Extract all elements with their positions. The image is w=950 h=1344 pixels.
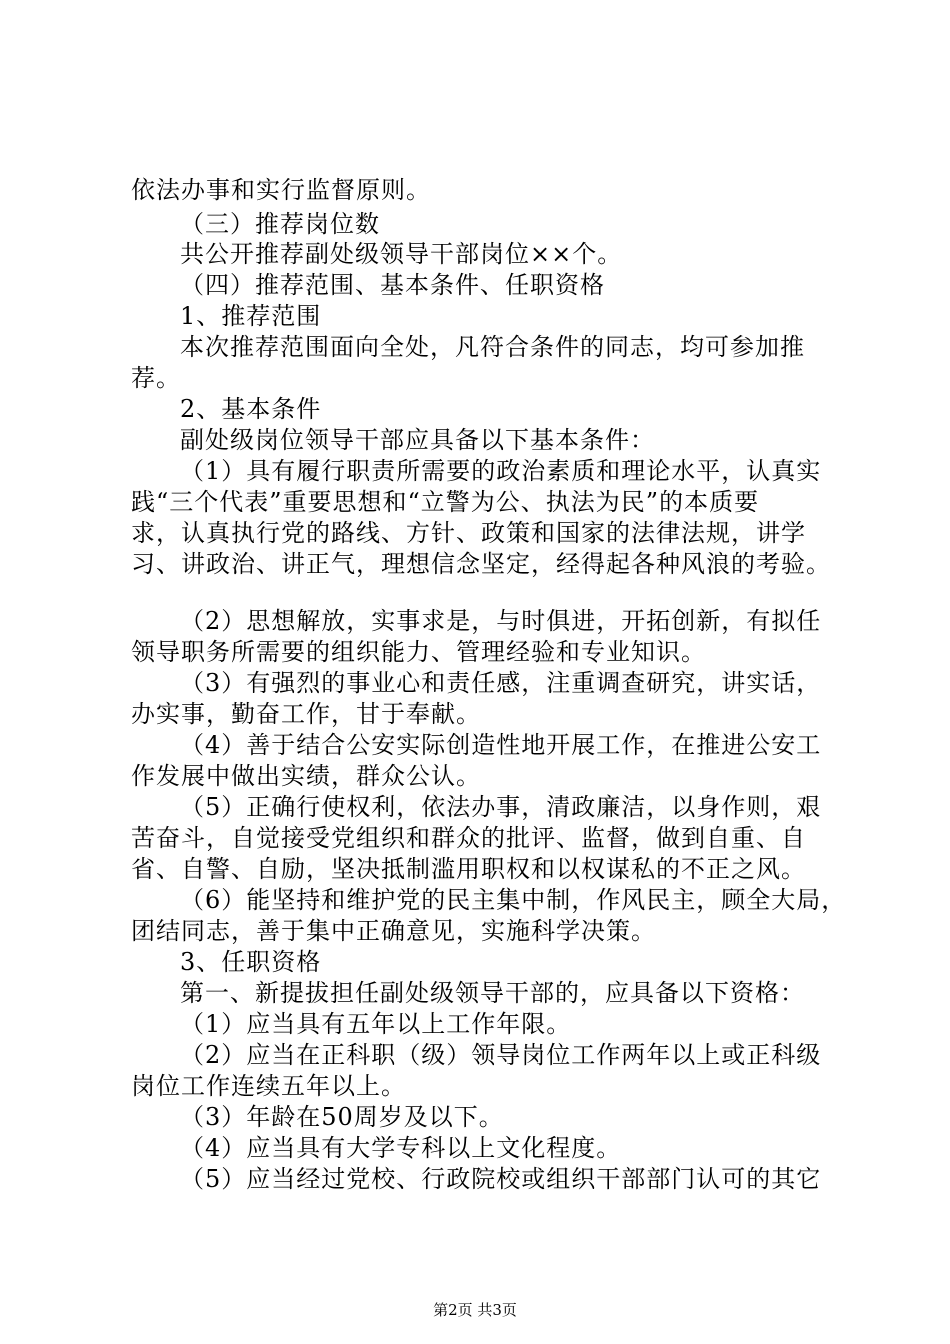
text-line: （5）应当经过党校、行政院校或组织干部部门认可的其它 — [180, 1165, 822, 1193]
text-line: 团结同志，善于集中正确意见，实施科学决策。 — [131, 917, 656, 945]
subsection-heading: 1、推荐范围 — [180, 302, 322, 330]
text-line: 办实事，勤奋工作，甘于奉献。 — [131, 700, 481, 728]
section-heading: （四）推荐范围、基本条件、任职资格 — [180, 271, 605, 299]
text-line: （4）善于结合公安实际创造性地开展工作，在推进公安工 — [180, 731, 822, 759]
text-line: 共公开推荐副处级领导干部岗位××个。 — [180, 240, 623, 268]
text-line: 作发展中做出实绩，群众公认。 — [131, 762, 481, 790]
text-line: （2）应当在正科职（级）领导岗位工作两年以上或正科级 — [180, 1041, 822, 1069]
text-line: 依法办事和实行监督原则。 — [131, 176, 431, 204]
text-line: 习、讲政治、讲正气，理想信念坚定，经得起各种风浪的考验。 — [131, 550, 831, 578]
page-footer: 第2页 共3页 — [433, 1301, 517, 1319]
text-line: （3）年龄在50周岁及以下。 — [180, 1103, 504, 1131]
subsection-heading: 2、基本条件 — [180, 395, 322, 423]
text-line: 本次推荐范围面向全处，凡符合条件的同志，均可参加推 — [180, 333, 805, 361]
section-heading: （三）推荐岗位数 — [180, 210, 380, 238]
text-line: 第一、新提拔担任副处级领导干部的，应具备以下资格： — [180, 979, 805, 1007]
text-line: （2）思想解放，实事求是，与时俱进，开拓创新，有拟任 — [180, 607, 822, 635]
text-line: 省、自警、自励，坚决抵制滥用职权和以权谋私的不正之风。 — [131, 855, 806, 883]
text-line: （3）有强烈的事业心和责任感，注重调查研究，讲实话， — [180, 669, 822, 697]
text-line: 苦奋斗，自觉接受党组织和群众的批评、监督，做到自重、自 — [131, 824, 806, 852]
text-line: （1）应当具有五年以上工作年限。 — [180, 1010, 572, 1038]
subsection-heading: 3、任职资格 — [180, 948, 322, 976]
text-line: 岗位工作连续五年以上。 — [131, 1072, 406, 1100]
text-line: （5）正确行使权利，依法办事，清政廉洁，以身作则，艰 — [180, 793, 822, 821]
text-line: 求，认真执行党的路线、方针、政策和国家的法律法规，讲学 — [131, 519, 806, 547]
text-line: 践“三个代表”重要思想和“立警为公、执法为民”的本质要 — [131, 488, 760, 516]
text-line: （6）能坚持和维护党的民主集中制，作风民主，顾全大局， — [180, 886, 847, 914]
text-line: 领导职务所需要的组织能力、管理经验和专业知识。 — [131, 638, 706, 666]
text-line: （4）应当具有大学专科以上文化程度。 — [180, 1134, 622, 1162]
text-line: 荐。 — [131, 364, 181, 392]
text-line: 副处级岗位领导干部应具备以下基本条件： — [180, 426, 655, 454]
text-line: （1）具有履行职责所需要的政治素质和理论水平，认真实 — [180, 457, 822, 485]
